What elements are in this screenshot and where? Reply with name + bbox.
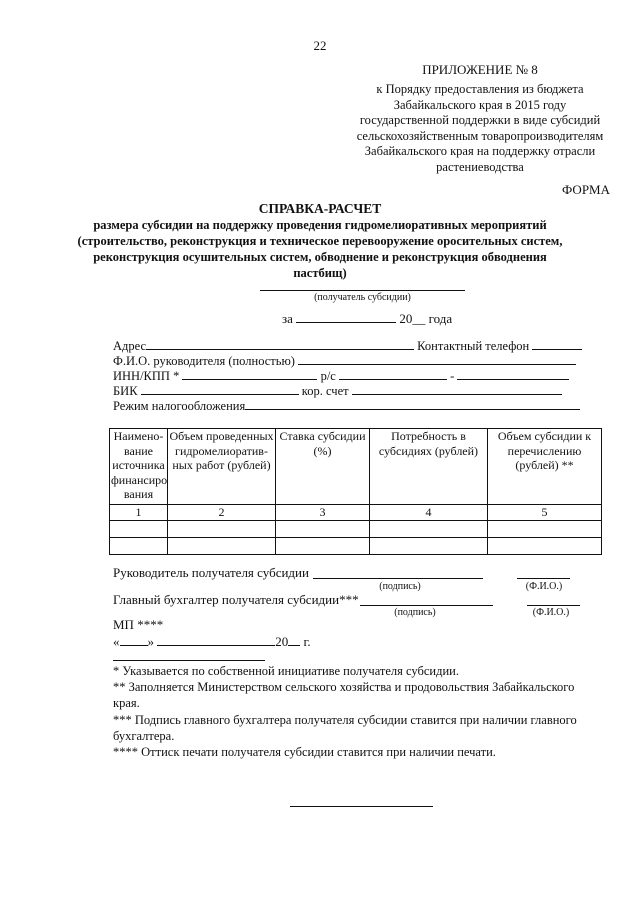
period-line [282, 311, 452, 327]
footnote: ** Заполняется Министерством сельского хозяйства и продовольствия Забайкальского [113, 680, 575, 695]
rs-blank [339, 368, 447, 380]
tax-blank [245, 398, 580, 410]
column-number: 3 [276, 505, 370, 521]
address-label: Адрес [113, 339, 147, 353]
appendix-line: государственной поддержки в виде субсидий [359, 113, 601, 127]
kor-label: кор. счет [301, 384, 349, 398]
column-number: 5 [488, 505, 602, 521]
appendix-line: сельскохозяйственным товаропроизводителям [356, 128, 604, 143]
table-cell[interactable] [276, 520, 370, 537]
address-blank [146, 338, 414, 350]
director-label: Ф.И.О. руководителя (полностью) [113, 354, 295, 368]
recipient-line [260, 290, 465, 291]
table-header-cell: Объем проведенных гидромелиоратив-ных работ (рублей) [168, 429, 276, 505]
director-row [113, 353, 576, 369]
table-header-cell: Объем субсидии к перечислению (рублей) ** [488, 429, 602, 505]
table-cell[interactable] [488, 537, 602, 554]
document-title: СПРАВКА-РАСЧЕТ [258, 201, 382, 216]
table-cell[interactable] [276, 537, 370, 554]
accountant-signature-caption: (подпись) [394, 607, 436, 618]
footnote-separator [113, 660, 265, 661]
subsidy-table [109, 428, 602, 555]
footnote: края. [113, 696, 140, 711]
table-cell[interactable] [110, 537, 168, 554]
bottom-divider [290, 806, 433, 807]
table-cell[interactable] [168, 537, 276, 554]
table-header-row [110, 429, 602, 505]
address-row [113, 338, 582, 354]
table-cell[interactable] [488, 520, 602, 537]
appendix-line: Забайкальского края на поддержку отрасли [364, 144, 596, 158]
director-blank [298, 353, 576, 365]
date-year-blank [288, 634, 300, 646]
appendix-line: к Порядку предоставления из бюджета [376, 82, 584, 96]
recipient-caption: (получатель субсидии) [314, 292, 411, 303]
table-header-cell: Наимено-вание источника финансиро вания [110, 429, 168, 505]
head-fio-line [517, 578, 570, 579]
accountant-signature-label: Главный бухгалтер получателя субсидии*** [113, 592, 359, 607]
appendix-line: растениеводства [436, 159, 524, 174]
subtitle-line: (строительство, реконструкция и техническое перевооружение оросительных систем, [77, 234, 563, 248]
table-cell[interactable] [370, 537, 488, 554]
accountant-signature-line [360, 605, 493, 606]
column-number: 2 [168, 505, 276, 521]
bik-row [113, 383, 562, 399]
period-blank [296, 311, 396, 323]
column-number: 1 [110, 505, 168, 521]
table-row [110, 520, 602, 537]
period-prefix: за [282, 311, 293, 326]
date-close-quote: » [147, 634, 154, 649]
subtitle-line: реконструкция осушительных систем, обводнение и реконструкция обводнения [93, 250, 547, 264]
page-number: 22 [313, 38, 327, 53]
stamp-label: МП **** [113, 617, 164, 632]
appendix-line: Забайкальского края в 2015 году [393, 97, 567, 112]
table-number-row [110, 505, 602, 521]
head-signature-caption: (подпись) [379, 581, 421, 592]
table-cell[interactable] [168, 520, 276, 537]
accountant-fio-line [527, 605, 580, 606]
table-cell[interactable] [370, 520, 488, 537]
inn-row [113, 368, 569, 384]
tax-label: Режим налогообложения [113, 399, 246, 413]
bik-blank [141, 383, 299, 395]
table-row [110, 537, 602, 554]
subtitle-line: пастбищ) [293, 266, 347, 280]
period-suffix: года [428, 311, 453, 326]
date-day-blank [120, 634, 148, 646]
column-number: 4 [370, 505, 488, 521]
kor-blank [352, 383, 562, 395]
form-label: ФОРМА [562, 182, 610, 197]
date-open-quote: « [113, 634, 120, 649]
appendix-text [340, 82, 620, 175]
rs-dash: - [450, 369, 455, 383]
head-signature-line [313, 578, 483, 579]
rs-blank-2 [457, 368, 569, 380]
period-year: 20__ [399, 311, 426, 326]
date-month-blank [157, 634, 275, 646]
footnote: * Указывается по собственной инициативе получателя субсидии. [113, 664, 459, 678]
footnote: бухгалтера. [113, 728, 175, 743]
date-row [113, 634, 311, 650]
inn-label: ИНН/КПП * [113, 369, 180, 383]
phone-blank [532, 338, 582, 350]
rs-label: р/с [320, 369, 336, 383]
tax-row [113, 398, 580, 414]
footnote: **** Оттиск печати получателя субсидии ставится при наличии печати. [113, 745, 496, 760]
date-suffix: г. [303, 634, 311, 649]
accountant-fio-caption: (Ф.И.О.) [532, 607, 570, 618]
inn-blank [182, 368, 317, 380]
date-year: 20 [275, 634, 289, 649]
phone-label: Контактный телефон [417, 339, 530, 353]
appendix-title: ПРИЛОЖЕНИЕ № 8 [422, 62, 538, 77]
table-cell[interactable] [110, 520, 168, 537]
bik-label: БИК [113, 384, 138, 398]
footnote: *** Подпись главного бухгалтера получателя субсидии ставится при наличии главного [113, 712, 577, 727]
table-header-cell: Ставка субсидии (%) [276, 429, 370, 505]
subtitle-line: размера субсидии на поддержку проведения гидромелиоративных мероприятий [93, 218, 547, 232]
footnotes [113, 663, 577, 760]
document-subtitle [0, 217, 640, 281]
table-header-cell: Потребность в субсидиях (рублей) [370, 429, 488, 505]
head-signature-label: Руководитель получателя субсидии [113, 565, 309, 580]
head-fio-caption: (Ф.И.О.) [525, 581, 563, 592]
